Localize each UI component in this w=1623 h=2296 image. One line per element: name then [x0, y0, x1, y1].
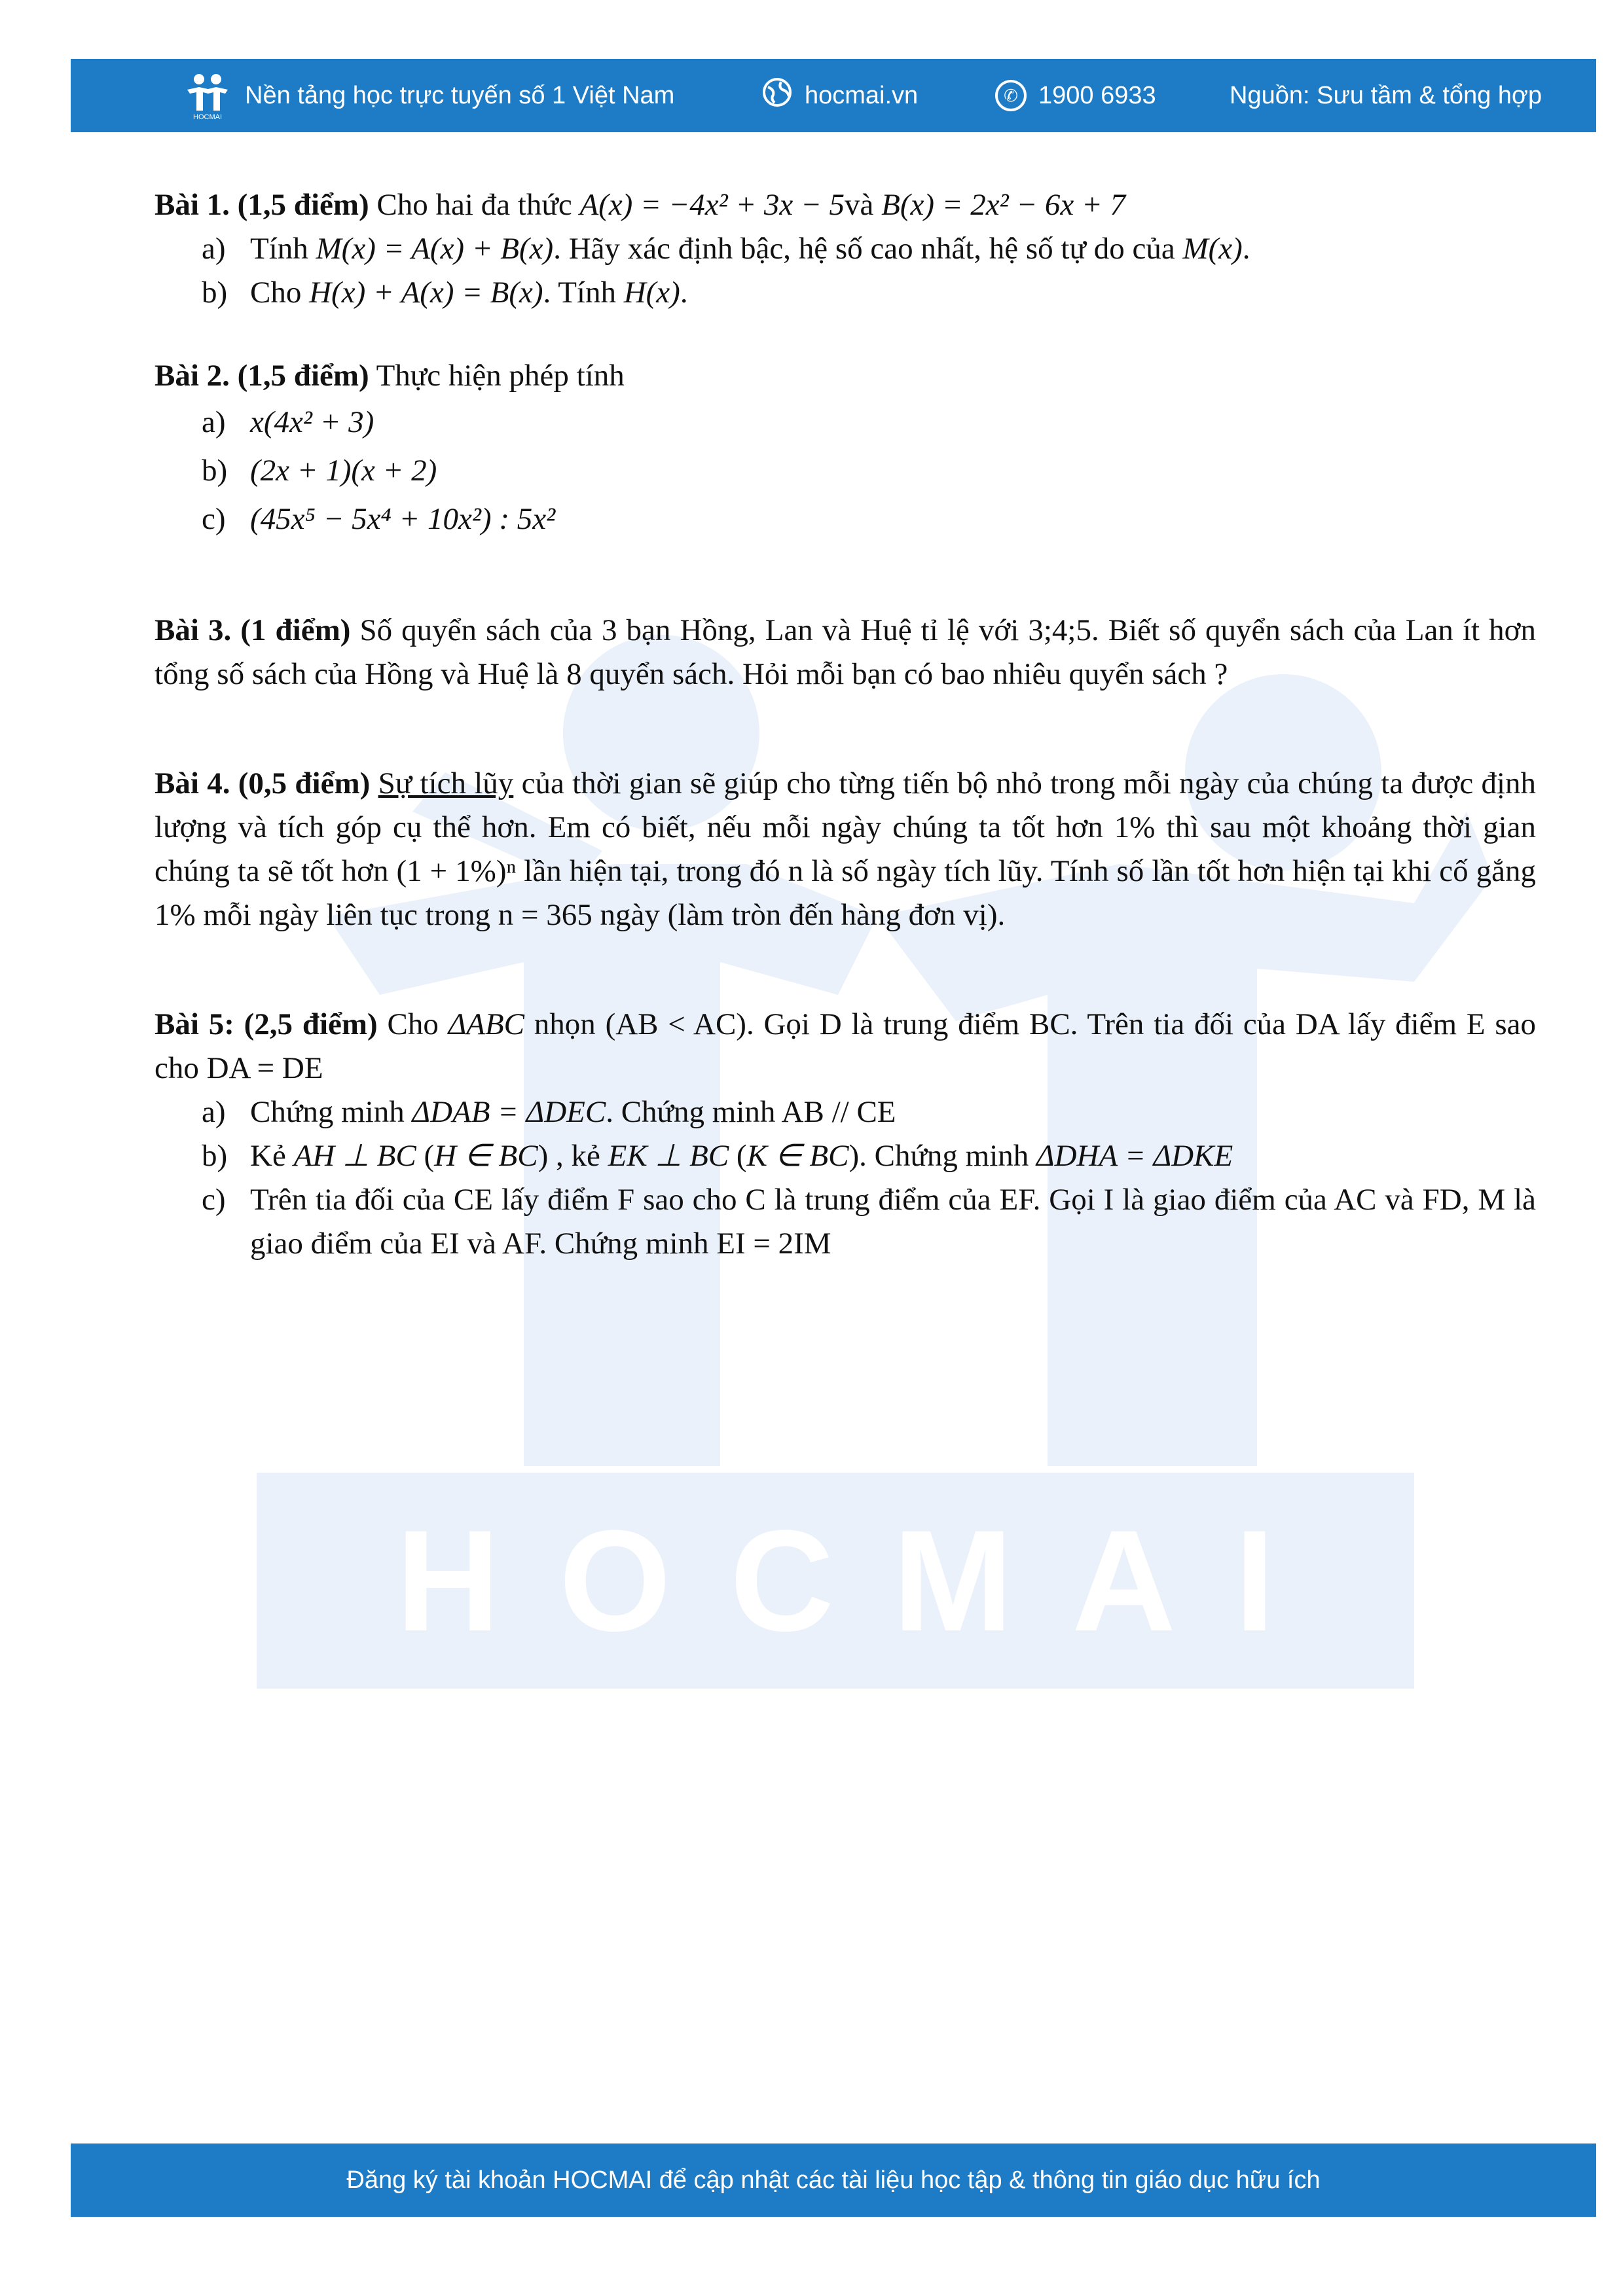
bai5-b-text1: Kẻ — [250, 1139, 286, 1173]
bai4-underlined: Sự tích lũy — [378, 766, 514, 800]
bai1-part-b — [155, 271, 1536, 315]
exam-content — [155, 183, 1536, 1266]
bai5-a-math: ΔDAB = ΔDEC — [412, 1095, 606, 1129]
bai5-part-b: b) Kẻ AH ⊥ BC (H ∈ BC) , kẻ EK ⊥ BC (K ∈ BC). Chứng minh ΔDHA = ΔDKE — [155, 1134, 1536, 1178]
watermark-text: HOCMAI — [395, 1499, 1334, 1661]
header-phone[interactable] — [995, 59, 1156, 132]
bai5-b-text2: , kẻ — [555, 1139, 600, 1173]
bai5-a-text2: . Chứng minh AB // CE — [606, 1095, 896, 1129]
bai5-intro2: nhọn (AB < AC). Gọi D là trung điểm BC. Trên tia đối của DA lấy điểm E sao cho DA = DE — [155, 1007, 1537, 1085]
bai1-a-text2: . Hãy xác định bậc, hệ số cao nhất, hệ số tự do của — [553, 232, 1175, 266]
bai2-item-b — [155, 446, 1536, 495]
bai5-part-c — [155, 1178, 1536, 1266]
bai5-title: Bài 5: (2,5 điểm) — [155, 1007, 378, 1041]
bai5-b-text3: ). Chứng minh — [848, 1139, 1029, 1173]
hocmai-logo — [182, 70, 233, 121]
bai1-title: Bài 1. (1,5 điểm) — [155, 188, 369, 222]
bai1-and: và — [845, 188, 874, 222]
phone-icon: ✆ — [995, 80, 1027, 111]
bai2-expr-b: (2x + 1)(x + 2) — [250, 454, 437, 488]
globe-icon — [761, 77, 793, 115]
bai2-title: Bài 2. (1,5 điểm) — [155, 359, 369, 393]
header-brand — [182, 59, 674, 132]
bai5-b-math1: AH ⊥ BC — [293, 1139, 416, 1173]
footer-bar[interactable] — [71, 2144, 1596, 2217]
bai5-b-math4: K ∈ BC — [746, 1139, 849, 1173]
bai1-a-text1: Tính — [250, 232, 308, 266]
part-label: c) — [202, 502, 226, 536]
bai2-expr-c: (45x⁵ − 5x⁴ + 10x²) : 5x² — [250, 502, 556, 536]
logo-text: HOCMAI — [193, 113, 222, 121]
bai1-heading — [155, 183, 1536, 227]
bai1-a-end: . — [1242, 232, 1250, 266]
website-link[interactable]: hocmai.vn — [805, 81, 919, 109]
bai1-b-math2: H(x) — [623, 276, 680, 310]
bai1-part-a — [155, 227, 1536, 271]
bai2-intro: Thực hiện phép tính — [376, 359, 625, 393]
watermark-band — [257, 1473, 1414, 1689]
bai1-b-text1: Cho — [250, 276, 302, 310]
part-label: a) — [202, 405, 226, 439]
header-bar — [71, 59, 1596, 132]
bai1-a-math: M(x) = A(x) + B(x) — [316, 232, 554, 266]
header-website[interactable] — [761, 59, 918, 132]
header-slogan: Nền tảng học trực tuyến số 1 Việt Nam — [245, 81, 675, 109]
bai5-part-a — [155, 1090, 1536, 1134]
bai2-expr-a: x(4x² + 3) — [250, 405, 374, 439]
part-label: a) — [202, 232, 226, 266]
bai3-paragraph — [155, 609, 1536, 696]
bai1-b-end: . — [680, 276, 688, 310]
part-label: b) — [202, 276, 228, 310]
phone-number[interactable]: 1900 6933 — [1038, 81, 1156, 109]
bai3-text: Số quyển sách của 3 bạn Hồng, Lan và Huệ tỉ lệ với 3;4;5. Biết số quyển sách của Lan ít hơn tổng số sách của Hồng và Huệ là 8 quyển sách. Hỏi mỗi bạn có bao nhiêu quyển sách ? — [155, 613, 1537, 691]
bai5-b-math2: H ∈ BC — [434, 1139, 538, 1173]
bai5-b-math3: EK ⊥ BC — [608, 1139, 729, 1173]
bai5-triangle: ΔABC — [448, 1007, 524, 1041]
bai1-b-text2: . Tính — [543, 276, 616, 310]
bai5-heading — [155, 1003, 1536, 1090]
part-label: c) — [202, 1183, 226, 1217]
bai5-b-math5: ΔDHA = ΔDKE — [1036, 1139, 1233, 1173]
bai4-paragraph — [155, 762, 1536, 937]
bai5-intro1: Cho — [387, 1007, 439, 1041]
bai2-heading — [155, 354, 1536, 398]
bai2-item-a — [155, 398, 1536, 446]
poly-b: B(x) = 2x² − 6x + 7 — [881, 188, 1125, 222]
bai1-a-math2: M(x) — [1182, 232, 1243, 266]
bai5-c-text: Trên tia đối của CE lấy điểm F sao cho C là trung điểm của EF. Gọi I là giao điểm của AC và FD, M là giao điểm của EI và AF. Chứng minh EI = 2IM — [250, 1183, 1536, 1261]
bai1-intro: Cho hai đa thức — [376, 188, 572, 222]
part-label: a) — [202, 1095, 226, 1129]
bai2-item-c — [155, 495, 1536, 543]
footer-text[interactable]: Đăng ký tài khoản HOCMAI để cập nhật các tài liệu học tập & thông tin giáo dục hữu ích — [346, 2166, 1321, 2194]
bai3-title: Bài 3. (1 điểm) — [155, 613, 351, 647]
bai1-b-math: H(x) + A(x) = B(x) — [309, 276, 543, 310]
part-label: b) — [202, 1139, 228, 1173]
bai4-text: của thời gian sẽ giúp cho từng tiến bộ nhỏ trong mỗi ngày của chúng ta được định lượng và tích góp cụ thể hơn. Em có biết, nếu mỗi ngày chúng ta tốt hơn 1% thì sau một khoảng thời gian chúng ta sẽ tốt hơn (1 + 1%)ⁿ lần hiện tại, trong đó n là số ngày tích lũy. Tính số lần tốt hơn hiện tại khi cố gắng 1% mỗi ngày liên tục trong n = 365 ngày (làm tròn đến hàng đơn vị). — [155, 766, 1537, 932]
bai5-a-text1: Chứng minh — [250, 1095, 405, 1129]
header-source — [1230, 59, 1542, 132]
poly-a: A(x) = −4x² + 3x − 5 — [579, 188, 845, 222]
bai4-title: Bài 4. (0,5 điểm) — [155, 766, 371, 800]
part-label: b) — [202, 454, 228, 488]
source-text: Nguồn: Sưu tầm & tổng hợp — [1230, 81, 1542, 109]
